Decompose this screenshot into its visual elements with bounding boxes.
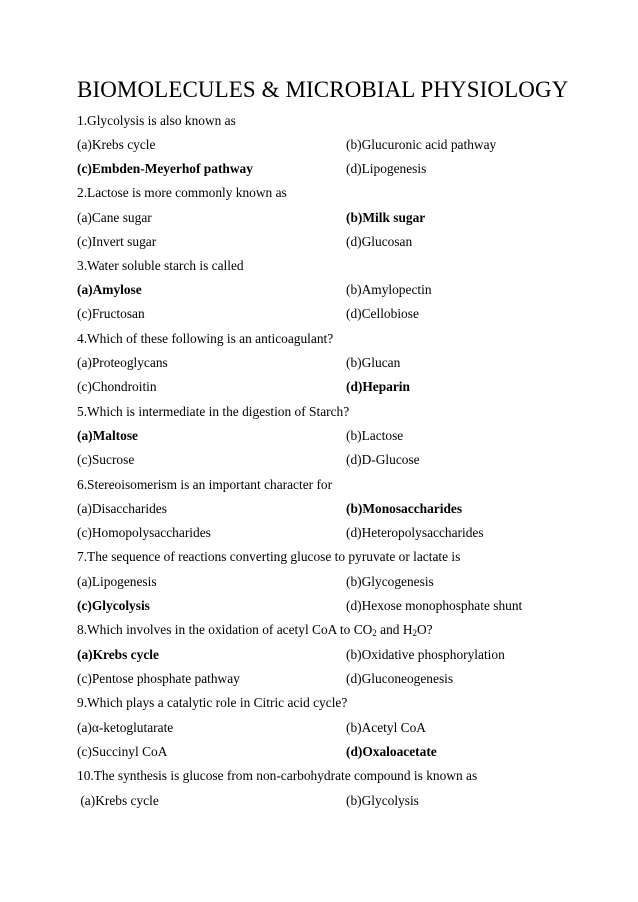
option-3d: (d)Cellobiose	[346, 306, 419, 321]
option-1b: (b)Glucuronic acid pathway	[346, 137, 497, 152]
question-8	[77, 622, 433, 638]
question-5: 5.Which is intermediate in the digestion of Starch?	[77, 404, 350, 419]
option-8d: (d)Gluconeogenesis	[346, 671, 454, 686]
option-1d: (d)Lipogenesis	[346, 161, 427, 176]
option-4c: (c)Chondroitin	[77, 379, 157, 394]
option-6b-answer: (b)Monosaccharides	[346, 501, 463, 516]
question-10: 10.The synthesis is glucose from non-carbohydrate compound is known as	[77, 768, 478, 783]
question-6: 6.Stereoisomerism is an important character for	[77, 477, 333, 492]
question-9: 9.Which plays a catalytic role in Citric acid cycle?	[77, 695, 348, 710]
option-9b: (b)Acetyl CoA	[346, 720, 426, 735]
question-8-text-start: 8.Which involves in the oxidation of acetyl CoA to CO	[77, 622, 373, 637]
option-9d-answer: (d)Oxaloacetate	[346, 744, 437, 759]
option-3a-answer: (a)Amylose	[77, 282, 142, 297]
option-8a-answer: (a)Krebs cycle	[77, 647, 159, 662]
option-8b: (b)Oxidative phosphorylation	[346, 647, 505, 662]
question-8-text-end: O?	[417, 622, 433, 637]
option-5a-answer: (a)Maltose	[77, 428, 138, 443]
option-7d: (d)Hexose monophosphate shunt	[346, 598, 523, 613]
option-5b: (b)Lactose	[346, 428, 404, 443]
subscript-2: 2	[412, 628, 417, 638]
option-2d: (d)Glucosan	[346, 234, 413, 249]
question-3: 3.Water soluble starch is called	[77, 258, 244, 273]
option-2b-answer: (b)Milk sugar	[346, 210, 426, 225]
option-9a: (a)α-ketoglutarate	[77, 720, 174, 735]
option-2a: (a)Cane sugar	[77, 210, 152, 225]
page-title: BIOMOLECULES & MICROBIAL PHYSIOLOGY	[77, 77, 569, 102]
option-4a: (a)Proteoglycans	[77, 355, 168, 370]
option-5c: (c)Sucrose	[77, 452, 135, 467]
question-7: 7.The sequence of reactions converting glucose to pyruvate or lactate is	[77, 549, 461, 564]
option-7a: (a)Lipogenesis	[77, 574, 157, 589]
question-2: 2.Lactose is more commonly known as	[77, 185, 287, 200]
option-4b: (b)Glucan	[346, 355, 401, 370]
question-4: 4.Which of these following is an anticoagulant?	[77, 331, 334, 346]
question-8-text-middle: and H	[376, 622, 413, 637]
option-1a: (a)Krebs cycle	[77, 137, 156, 152]
subscript-2: 2	[372, 628, 377, 638]
option-3c: (c)Fructosan	[77, 306, 145, 321]
option-8c: (c)Pentose phosphate pathway	[77, 671, 240, 686]
option-2c: (c)Invert sugar	[77, 234, 157, 249]
option-6a: (a)Disaccharides	[77, 501, 167, 516]
question-1: 1.Glycolysis is also known as	[77, 113, 236, 128]
option-6c: (c)Homopolysaccharides	[77, 525, 211, 540]
option-9c: (c)Succinyl CoA	[77, 744, 168, 759]
option-1c-answer: (c)Embden-Meyerhof pathway	[77, 161, 253, 176]
option-7c-answer: (c)Glycolysis	[77, 598, 150, 613]
option-3b: (b)Amylopectin	[346, 282, 432, 297]
option-7b: (b)Glycogenesis	[346, 574, 434, 589]
option-6d: (d)Heteropolysaccharides	[346, 525, 484, 540]
option-5d: (d)D-Glucose	[346, 452, 420, 467]
option-10a: (a)Krebs cycle	[77, 793, 159, 808]
option-4d-answer: (d)Heparin	[346, 379, 410, 394]
option-10b: (b)Glycolysis	[346, 793, 419, 808]
